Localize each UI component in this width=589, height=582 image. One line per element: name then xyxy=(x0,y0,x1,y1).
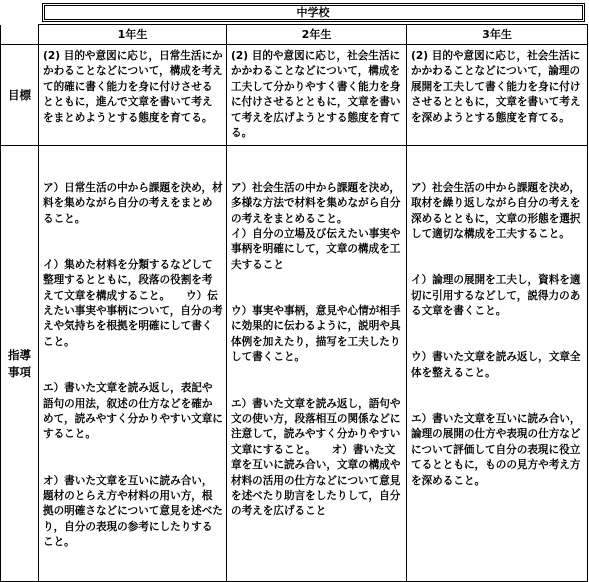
goals-grade-3-text: (2) 目的や意図に応じ，社会生活にかかわることなどについて，論理の展開を工夫して書く能力を身に付けさせるとともに，文章を書いて考えを深めようとする態度を育てる。 xyxy=(411,50,581,124)
guidance-2-item-c: エ）書いた文章を読み返し，語句や文の使い方，段落相互の関係などに注意して，読みやすく分かりやすい文章にすること。 オ）書いた文章を互いに読み合い，文章の構成や材料の活用の仕方などについて意見を述べたり助言をしたりして，自分の考えを広げること xyxy=(231,397,401,518)
guidance-grade-3-text xyxy=(407,146,587,520)
goals-grade-1-text: (2) 目的や意図に応じ，日常生活にかかわることなどについて，構成を考えて的確に書く能力を身に付けさせるとともに，進んで文章を書いて考えをまとめようとする態度を育てる。 xyxy=(43,50,223,124)
guidance-grade-1-text xyxy=(39,146,226,581)
goals-row xyxy=(1,45,588,146)
guidance-grade-2-text xyxy=(227,146,406,551)
guidance-1-item-d: オ）書いた文章を互いに読み合い，題材のとらえ方や材料の用い方，根拠の明確さなどについて意見を述べたり，自分の表現の参考にしたりすること。 xyxy=(43,474,223,549)
grade-1-header[interactable]: 1年生 xyxy=(39,25,227,45)
guidance-row-label[interactable] xyxy=(1,146,39,582)
goals-row-label[interactable]: 目標 xyxy=(1,45,39,146)
guidance-row xyxy=(1,146,588,582)
grade-2-header[interactable]: 2年生 xyxy=(227,25,407,45)
guidance-1-item-c: エ）書いた文章を読み返し，表記や語句の用法，叙述の仕方などを確かめて，読みやすく分かりやすい文章にすること。 xyxy=(43,382,223,441)
corner-cell xyxy=(1,0,39,25)
guidance-1-item-a: ア）日常生活の中から課題を決め，材料を集めながら自分の考えをまとめること。 xyxy=(43,181,223,225)
goals-grade-1-cell[interactable] xyxy=(39,45,227,146)
guidance-3-item-b: イ）論理の展開を工夫し，資料を適切に引用するなどして，説得力のある文章を書くこと。 xyxy=(411,274,581,318)
school-header-row xyxy=(1,0,588,25)
goals-grade-3-cell[interactable] xyxy=(407,45,588,146)
row-label-header-cell[interactable] xyxy=(1,25,39,45)
guidance-2-item-a: ア）社会生活の中から課題を決め，多様な方法で材料を集めながら自分の考えをまとめること。 イ）自分の立場及び伝えたい事実や事柄を明確にして，文章の構成を工夫すること xyxy=(231,181,406,271)
guidance-grade-1-cell[interactable] xyxy=(39,146,227,582)
school-title: 中学校 xyxy=(42,3,585,22)
grade-header-row xyxy=(1,25,588,45)
grade-3-header[interactable]: 3年生 xyxy=(407,25,588,45)
guidance-3-item-c: ウ）書いた文章を読み返し，文章全体を整えること。 xyxy=(411,351,581,379)
guidance-3-item-d: エ）書いた文章を互いに読み合い，論理の展開の仕方や表現の仕方などについて評価して自分の表現に役立てるとともに，ものの見方や考え方を深めること。 xyxy=(411,412,581,487)
goals-grade-2-cell[interactable] xyxy=(227,45,407,146)
goals-grade-2-text: (2) 目的や意図に応じ，社会生活にかかわることなどについて，構成を工夫して分かりやすく書く能力を身に付けさせるとともに，文章を書いて考えを広げようとする態度を育てる。 xyxy=(231,50,401,140)
guidance-2-item-b: ウ）事実や事柄，意見や心情が相手に効果的に伝わるように，説明や具体例を加えたり，描写を工夫したりして書くこと。 xyxy=(231,305,401,364)
school-header-cell[interactable] xyxy=(39,0,588,25)
guidance-3-item-a: ア）社会生活の中から課題を決め，取材を繰り返しながら自分の考えを深めるとともに，文章の形態を選択して適切な構成を工夫すること。 xyxy=(411,181,581,241)
guidance-row-label-text: 指導事項 xyxy=(8,347,31,379)
guidance-grade-3-cell[interactable] xyxy=(407,146,588,582)
guidance-1-item-b: イ）集めた材料を分類するなどして整理するとともに，段落の役割を考えて文章を構成すること。 ウ）伝えたい事実や事柄について，自分の考えや気持ちを根拠を明確にして書くこと。 xyxy=(43,258,223,348)
guidance-grade-2-cell[interactable] xyxy=(227,146,407,582)
